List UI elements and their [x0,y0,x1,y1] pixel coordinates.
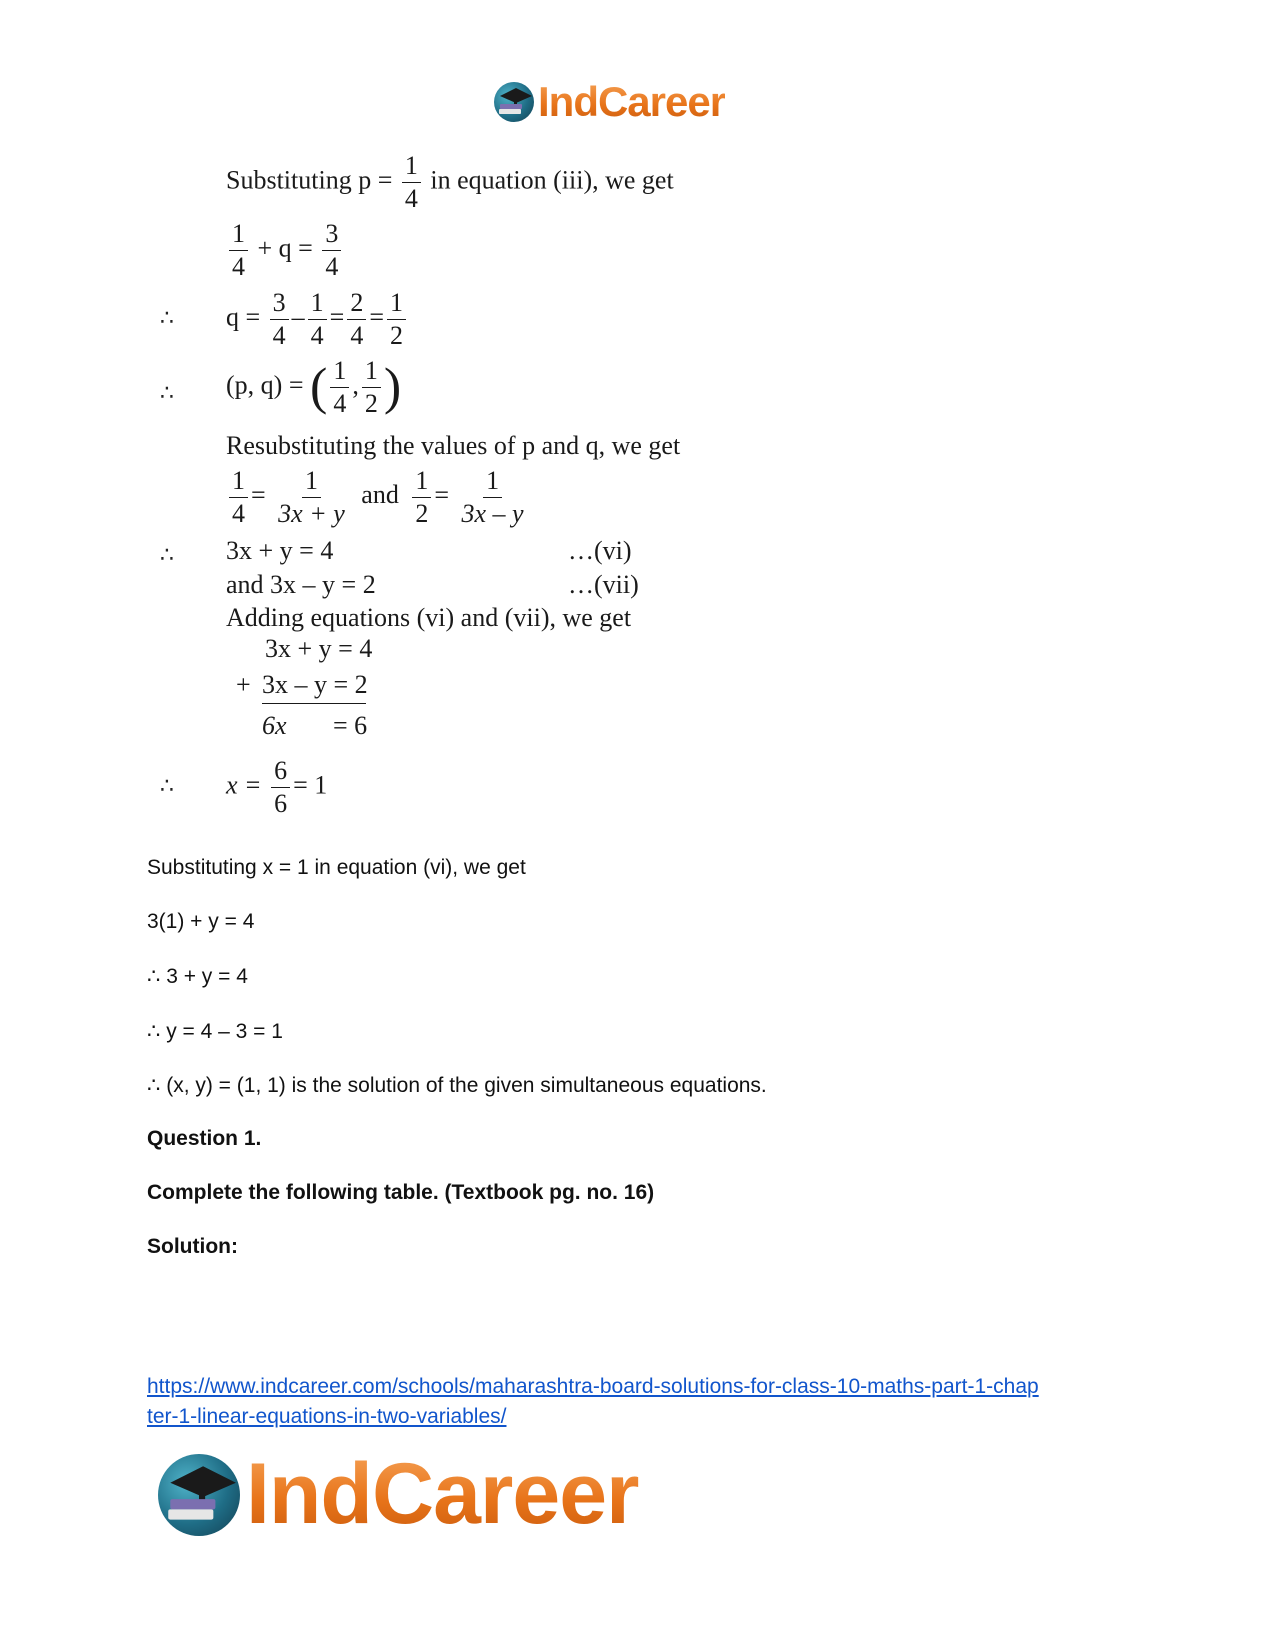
graduation-cap-globe-icon [158,1454,240,1536]
footer-logo [158,1445,639,1544]
solution-label: Solution: [147,1235,238,1258]
question-title: Question 1. [147,1127,262,1150]
text-line-1: Substituting x = 1 in equation (vi), we get [147,856,526,879]
therefore-symbol: ∴ [160,774,174,799]
text-line-3: ∴ 3 + y = 4 [147,965,248,988]
addition-sum-right: = 6 [333,711,368,740]
brand-name: IndCareer [246,1446,639,1542]
equation-vi-tag: …(vi) [568,536,632,565]
equation-vi: 3x + y = 4 [226,536,334,565]
therefore-symbol: ∴ [160,543,174,568]
equation-vii: and 3x – y = 2 [226,570,376,599]
fraction: $\frac{1}{4}$ [402,153,421,212]
addition-row-1: 3x + y = 4 [265,634,373,663]
text-line-2: 3(1) + y = 4 [147,910,255,933]
addition-sum-left: 6x [262,711,287,740]
scan-line-6: $\frac{1}{4}$ = $\frac{1}{3x + y}$ and $\frac{1}{2}$ = $\frac{1}{3x - y}$ [226,468,530,527]
therefore-symbol: ∴ [160,381,174,406]
brand-name: IndCareer [538,78,726,125]
scan-line-9: Adding equations (vi) and (vii), we get [226,603,632,632]
scan-line-5: Resubstituting the values of p and q, we get [226,431,681,460]
equation-vii-tag: …(vii) [568,570,639,599]
source-link-line-1: https://www.indcareer.com/schools/maharashtra-board-solutions-for-class-10-maths-part-1-chap [147,1375,1039,1398]
graduation-cap-globe-icon [494,82,534,122]
addition-plus: + [236,670,251,699]
scan-line-3: q = $\frac{3}{4}$ – $\frac{1}{4}$ = $\frac{2}{4}$ = $\frac{1}{2}$ [226,290,409,349]
therefore-symbol: ∴ [160,306,174,331]
scan-line-1: Substituting p = $\frac{1}{4}$ in equation (iii), we get [226,151,674,213]
text-line-5: ∴ (x, y) = (1, 1) is the solution of the given simultaneous equations. [147,1074,767,1097]
addition-rule [262,703,366,704]
scan-line-2: $\frac{1}{4}$ + q = $\frac{3}{4}$ [226,221,344,280]
text-line-4: ∴ y = 4 – 3 = 1 [147,1020,283,1043]
addition-row-2: 3x – y = 2 [262,670,368,699]
header-logo [494,78,725,126]
scan-line-x: x = $\frac{6}{6}$ = 1 [226,756,328,818]
source-link-line-2: ter-1-linear-equations-in-two-variables/ [147,1405,507,1428]
question-body: Complete the following table. (Textbook pg. no. 16) [147,1181,655,1204]
scan-line-4: (p, q) = ( $\frac{1}{4}$ , $\frac{1}{2}$ ) [226,356,402,418]
source-link[interactable] [147,1372,1147,1432]
